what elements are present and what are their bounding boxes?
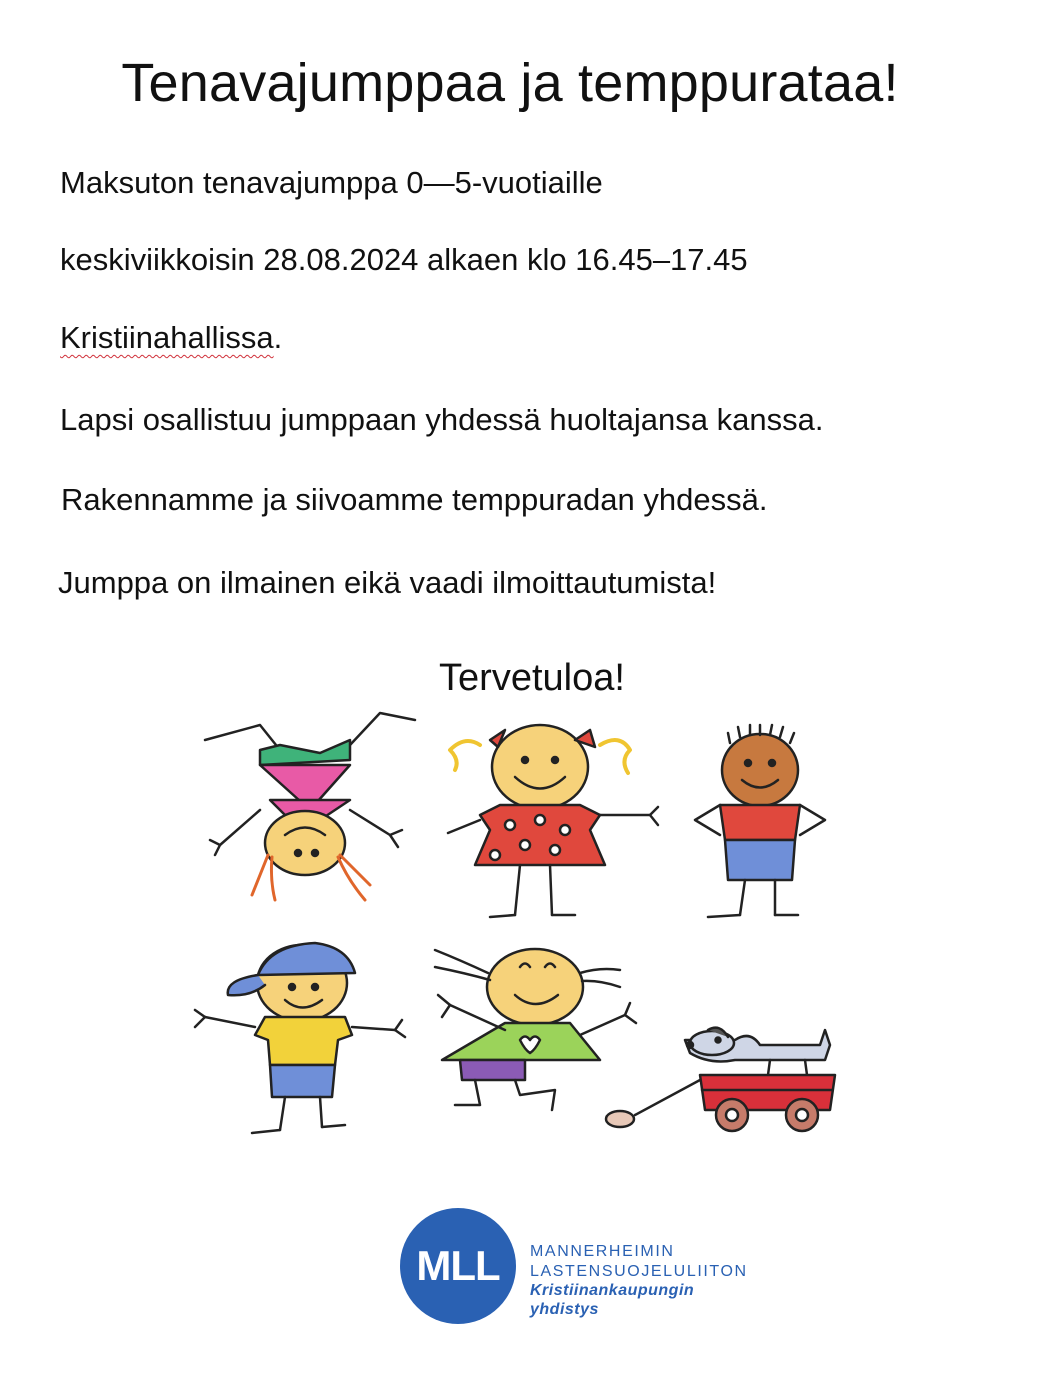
venue-period: . xyxy=(273,320,283,355)
org-branch-line1: Kristiinankaupungin xyxy=(530,1282,695,1299)
org-name-line1: MANNERHEIMIN xyxy=(530,1243,675,1260)
jumping-girl-icon xyxy=(435,949,636,1110)
dog-wagon-icon xyxy=(606,1028,835,1131)
page-title: Tenavajumppaa ja temppurataa! xyxy=(121,53,899,113)
info-schedule: keskiviikkoisin 28.08.2024 alkaen klo 16.45–17.45 xyxy=(60,242,748,277)
venue-name: Kristiinahallissa xyxy=(60,320,274,355)
welcome-heading: Tervetuloa! xyxy=(439,657,625,699)
mll-logo-icon xyxy=(400,1208,516,1324)
info-venue xyxy=(60,320,282,356)
info-with-guardian: Lapsi osallistuu jumppaan yhdessä huoltajansa kanssa. xyxy=(60,402,824,437)
org-name-line2: LASTENSUOJELULIITON xyxy=(530,1263,748,1280)
info-build-track: Rakennamme ja siivoamme temppuradan yhdessä. xyxy=(61,482,768,517)
org-branch-line2: yhdistys xyxy=(530,1301,599,1318)
kids-drawing-icon xyxy=(180,705,860,1145)
pigtail-girl-icon xyxy=(448,725,658,917)
logo-mark: MLL xyxy=(416,1242,500,1289)
info-free-gym: Maksuton tenavajumppa 0—5-vuotiaille xyxy=(60,165,603,200)
upside-down-girl-icon xyxy=(205,713,415,900)
boy-icon xyxy=(695,725,825,917)
cap-boy-icon xyxy=(195,943,405,1133)
info-no-signup: Jumppa on ilmainen eikä vaadi ilmoittautumista! xyxy=(58,565,717,600)
